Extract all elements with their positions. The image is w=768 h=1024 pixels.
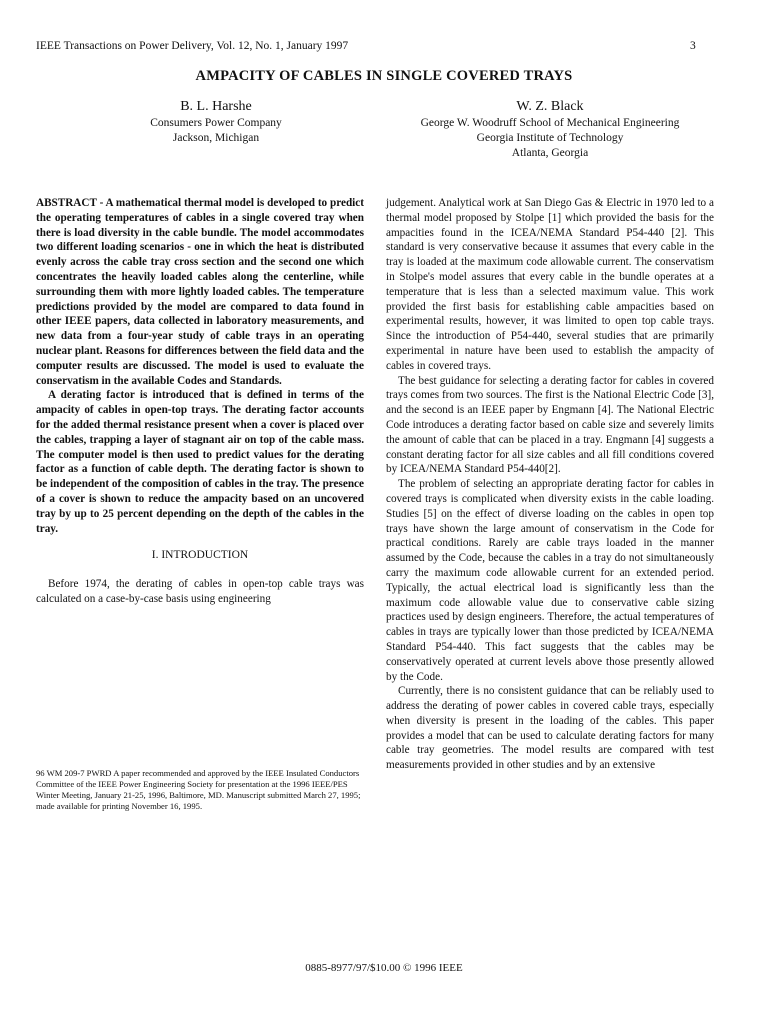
body-paragraph: judgement. Analytical work at San Diego Gas & Electric in 1970 led to a thermal model proposed by Stolpe [1] which provided the basis for the ampacities found in the ICEA/NEMA Standard P54-440 [2]. This standard is very conservative because it assumes that every cable in the tray is loaded at the maximum code allowable current. The conservatism in Stolpe's model assures that every cable in the bundle operates at a temperature that is less than a selected maximum value. This work provided the first basis for establishing cable ampacities based on experimental results, however, it was limited to open top cable trays. Since the introduction of P54-440, several studies that are primarily experimental in nature have been used to establish the ampacity of cables in covered trays. <box>386 197 714 372</box>
left-column <box>36 196 364 607</box>
author-affiliation: Atlanta, Georgia <box>511 147 589 159</box>
author-affiliation: Georgia Institute of Technology <box>476 132 624 144</box>
author-block-2 <box>382 98 718 161</box>
body-paragraph: Before 1974, the derating of cables in open-top cable trays was calculated on a case-by-case basis using engineering <box>36 578 364 605</box>
running-header: IEEE Transactions on Power Delivery, Vol. 12, No. 1, January 1997 <box>36 40 349 52</box>
author-affiliation: George W. Woodruff School of Mechanical Engineering <box>420 117 680 129</box>
author-name: W. Z. Black <box>516 99 584 114</box>
copyright-footer: 0885-8977/97/$10.00 © 1996 IEEE <box>305 962 463 974</box>
paper-title: AMPACITY OF CABLES IN SINGLE COVERED TRAYS <box>195 68 573 84</box>
body-paragraph: The problem of selecting an appropriate derating factor for cables in covered trays is complicated when diversity exists in the cable loading. Studies [5] on the effect of diverse loading on the cables in open top trays have shown the large amount of conservatism in the Code for practical conditions. Rarely are cable trays loaded in the manner assumed by the Code, because the cables in a tray do not simultaneously carry the maximum code allowable current for an extended period. Typically, the actual electrical load is significantly less than the maximum code allowable value due to conservative cable sizing practices used by design engineers. Therefore, the actual temperatures of cables in trays are typically lower than those predicted by ICEA/NEMA Standard P54-440. This fact suggests that the cables may be conservatively operated at current levels above those presently allowed by the Code. <box>386 478 714 683</box>
footnote: 96 WM 209-7 PWRD A paper recommended and approved by the IEEE Insulated Conductors Committee of the IEEE Power Engineering Society for presentation at the 1996 IEEE/PES Winter Meeting, January 21-25, 1996, Baltimore, MD. Manuscript submitted March 27, 1995; made available for printing November 16, 1995. <box>36 768 361 811</box>
section-heading: I. INTRODUCTION <box>151 549 249 562</box>
author-name: B. L. Harshe <box>180 99 252 114</box>
page-number: 3 <box>690 40 696 52</box>
abstract-paragraph: A derating factor is introduced that is defined in terms of the ampacity of cables in open-top trays. The derating factor accounts for the added thermal resistance present when a cover is placed over the cables, trapping a layer of stagnant air on top of the cable mass. The computer model is then used to predict values for the derating factor as a function of cable depth. The derating factor is shown to be independent of the composition of cables in the tray. The presence of a cover is shown to reduce the ampacity based on an uncovered tray by up to 25 percent depending on the depth of the cables in the tray. <box>36 389 364 535</box>
author-affiliation: Jackson, Michigan <box>172 132 260 144</box>
author-affiliation: Consumers Power Company <box>150 117 282 129</box>
body-paragraph: Currently, there is no consistent guidance that can be reliably used to address the derating of power cables in covered cable trays, especially when diversity is present in the loading of the cables. This paper provides a model that can be used to calculate derating factors for many cable tray geometries. The model results are compared with test measurements provided in other studies and by an extensive <box>386 685 714 772</box>
body-paragraph: The best guidance for selecting a derating factor for cables in covered trays comes from two sources. The first is the National Electric Code [3], and the second is an IEEE paper by Engmann [4]. The National Electric Code introduces a derating factor based on cable size and severely limits the amount of cable that can be placed in a tray. Engmann [4] suggests a constant derating factor for all size cables and all fill conditions covered by ICEA/NEMA Standard P54-440[2]. <box>386 374 714 476</box>
abstract-paragraph: ABSTRACT - A mathematical thermal model is developed to predict the operating temperatures of cables in a single covered tray when there is load diversity in the cable bundle. The model accommodates two different loading scenarios - one in which the heat is distributed evenly across the cable tray cross section and the second one which concentrates the heavily loaded cables along the centerline, while surrounding them with more lightly loaded cables. The temperature predictions provided by the model are compared to data found in other IEEE papers, data collected in laboratory measurements, and new data from a four-year study of cable trays in an operating nuclear plant. Reasons for differences between the field data and the computer results are discussed. The model is used to evaluate the conservatism in the available Codes and Standards. <box>36 197 364 387</box>
author-block-1 <box>88 98 344 146</box>
right-column <box>386 196 714 773</box>
